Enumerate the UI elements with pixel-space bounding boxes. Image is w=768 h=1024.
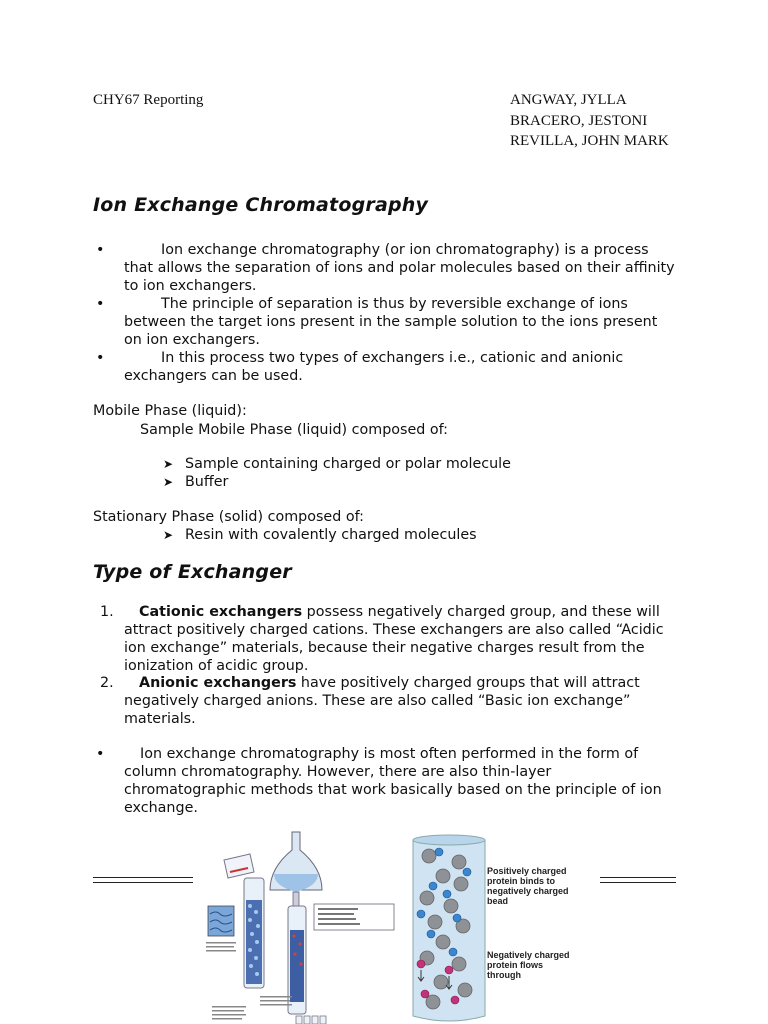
bullet-text: Ion exchange chromatography is most often performed in the form of column chromatography. However, there are also thin-layer chromatographic methods that work basically based on the principle of ion exchange.: [124, 746, 662, 816]
bullet-item: [96, 349, 676, 385]
mobile-item-text: Buffer: [185, 474, 229, 490]
item-term: Anionic exchangers: [139, 675, 297, 691]
divider-rule: [93, 877, 193, 878]
mobile-phase-label: Mobile Phase (liquid):: [93, 403, 247, 419]
numbered-item: [100, 603, 680, 675]
mobile-item: [163, 473, 228, 491]
divider-rule: [93, 882, 193, 883]
stationary-phase-label: Stationary Phase (solid) composed of:: [93, 509, 364, 525]
author-1: ANGWAY, JYLLA: [510, 92, 627, 108]
bullet-item: [96, 295, 676, 349]
bullet-symbol: •: [96, 746, 105, 762]
label-top-line3: negatively charged: [487, 886, 569, 896]
bullet-item: [96, 745, 676, 817]
label-bottom-line2: protein flows: [487, 960, 543, 970]
label-bottom-line3: through: [487, 970, 521, 980]
arrow-bullet-icon: ➤: [163, 528, 174, 542]
label-top-line1: Positively charged: [487, 866, 567, 876]
mobile-item: [163, 455, 511, 473]
bead-column-figure: [403, 834, 600, 1024]
section-title-type-of-exchanger: Type of Exchanger: [93, 561, 292, 583]
column-chromatography-figure: [200, 830, 400, 1024]
label-top-line4: bead: [487, 896, 509, 906]
numbered-item: [100, 674, 680, 728]
item-term: Cationic exchangers: [139, 604, 303, 620]
bullet-text: The principle of separation is thus by reversible exchange of ions between the target ions present in the sample solution to the ions present on ion exchangers.: [124, 296, 658, 348]
author-2: BRACERO, JESTONI: [510, 113, 648, 129]
item-number: 1.: [100, 604, 114, 620]
course-label: CHY67 Reporting: [93, 92, 204, 108]
bullet-symbol: •: [96, 242, 105, 258]
arrow-bullet-icon: ➤: [163, 475, 174, 489]
section-title-ion-exchange: Ion Exchange Chromatography: [93, 194, 429, 216]
stationary-item-text: Resin with covalently charged molecules: [185, 527, 477, 543]
arrow-bullet-icon: ➤: [163, 457, 174, 471]
label-bottom-line1: Negatively charged: [487, 950, 570, 960]
bullet-symbol: •: [96, 350, 105, 366]
mobile-phase-sub: Sample Mobile Phase (liquid) composed of:: [140, 422, 448, 438]
label-top-line2: protein binds to: [487, 876, 555, 886]
item-number: 2.: [100, 675, 114, 691]
bullet-symbol: •: [96, 296, 105, 312]
stationary-item: [163, 526, 477, 544]
bullet-text: In this process two types of exchangers i.e., cationic and anionic exchangers can be used.: [124, 350, 624, 384]
bullet-text: Ion exchange chromatography (or ion chromatography) is a process that allows the separation of ions and polar molecules based on their affinity to ion exchangers.: [124, 242, 675, 294]
mobile-item-text: Sample containing charged or polar molecule: [185, 456, 511, 472]
item-text: have positively charged groups that will attract negatively charged anions. These are also called “Basic ion exchange” materials.: [124, 675, 640, 727]
bullet-item: [96, 241, 676, 295]
author-3: REVILLA, JOHN MARK: [510, 133, 669, 149]
item-text: possess negatively charged group, and these will attract positively charged cations. These exchangers are also called “Acidic ion exchange” materials, because their negative charges result from the ionization of acidic group.: [124, 604, 664, 674]
